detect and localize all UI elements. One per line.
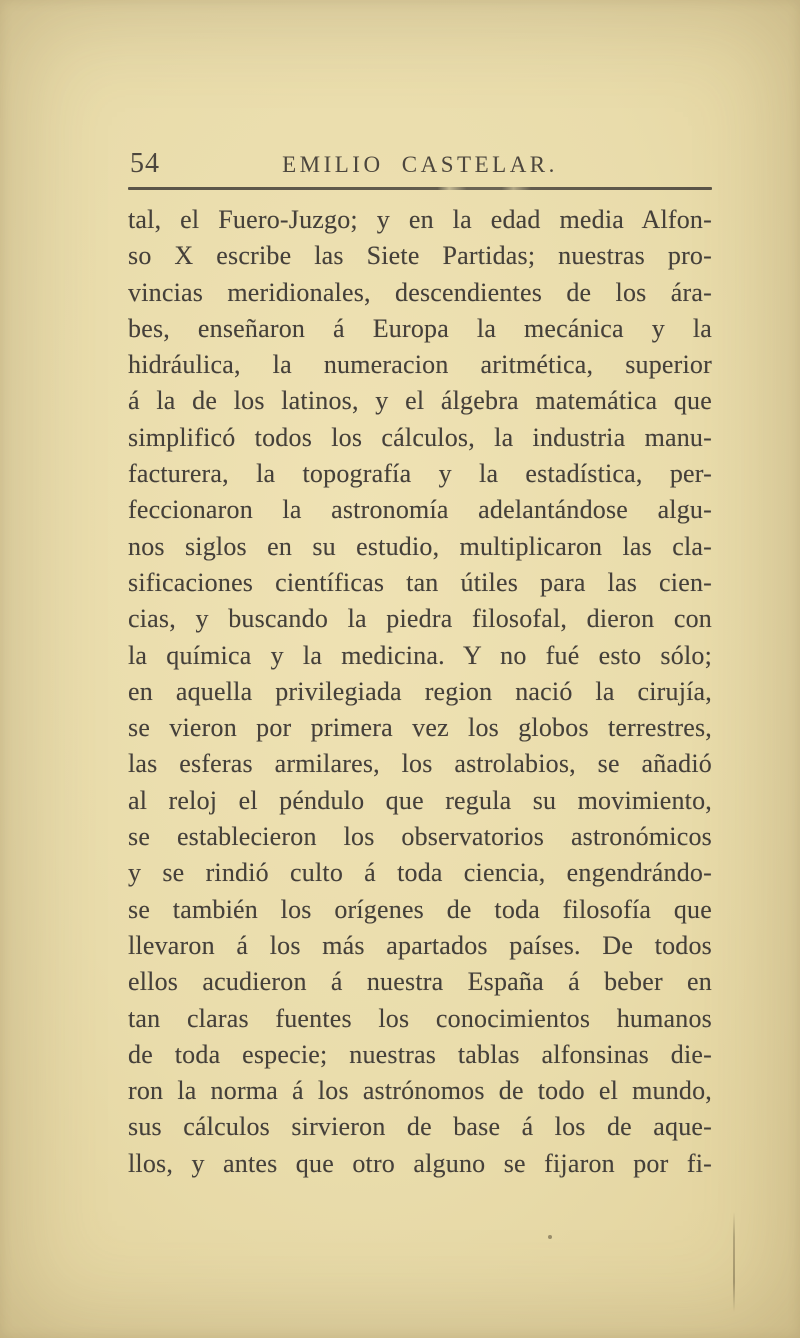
text-line: ellos acudieron á nuestra España á beber en	[128, 967, 712, 997]
text-line: facturera, la topografía y la estadística, per-	[128, 459, 712, 489]
running-header: EMILIO CASTELAR.	[282, 152, 558, 177]
text-line: en aquella privilegiada region nació la cirujía,	[128, 676, 712, 706]
text-line: llos, y antes que otro alguno se fijaron por fi-	[128, 1148, 712, 1178]
text-line: sus cálculos sirvieron de base á los de aque-	[128, 1112, 712, 1142]
text-line: vincias meridionales, descendientes de los ára-	[128, 277, 712, 307]
text-line: de toda especie; nuestras tablas alfonsinas die-	[128, 1039, 712, 1069]
text-line: cias, y buscando la piedra filosofal, dieron con	[128, 604, 712, 634]
text-line: llevaron á los más apartados países. De todos	[128, 930, 712, 960]
page-number: 54	[130, 148, 160, 179]
header-rule-divider	[128, 187, 712, 190]
text-line: so X escribe las Siete Partidas; nuestras pro-	[128, 241, 712, 271]
text-line: nos siglos en su estudio, multiplicaron las cla-	[128, 531, 712, 561]
text-line: se vieron por primera vez los globos terrestres,	[128, 713, 712, 743]
text-line: á la de los latinos, y el álgebra matemática que	[128, 386, 712, 416]
text-line: feccionaron la astronomía adelantándose algu-	[128, 495, 712, 525]
text-line: las esferas armilares, los astrolabios, se añadió	[128, 749, 712, 779]
body-text	[128, 202, 712, 1182]
text-line: hidráulica, la numeracion aritmética, superior	[128, 350, 712, 380]
text-line: la química y la medicina. Y no fué esto sólo;	[128, 640, 712, 670]
text-line: simplificó todos los cálculos, la industria manu-	[128, 422, 712, 452]
text-line: tan claras fuentes los conocimientos humanos	[128, 1003, 712, 1033]
text-line: ron la norma á los astrónomos de todo el mundo,	[128, 1076, 712, 1106]
scan-scratch-line	[733, 1212, 735, 1312]
text-line: al reloj el péndulo que regula su movimiento,	[128, 785, 712, 815]
scan-speck	[548, 1235, 552, 1239]
text-line: se también los orígenes de toda filosofía que	[128, 894, 712, 924]
text-line: tal, el Fuero-Juzgo; y en la edad media Alfon-	[128, 205, 712, 234]
text-line: sificaciones científicas tan útiles para las cien-	[128, 567, 712, 597]
text-line: se establecieron los observatorios astronómicos	[128, 822, 712, 852]
text-line: y se rindió culto á toda ciencia, engendrándo-	[128, 858, 712, 888]
page-header	[128, 148, 712, 182]
text-line: bes, enseñaron á Europa la mecánica y la	[128, 313, 712, 343]
